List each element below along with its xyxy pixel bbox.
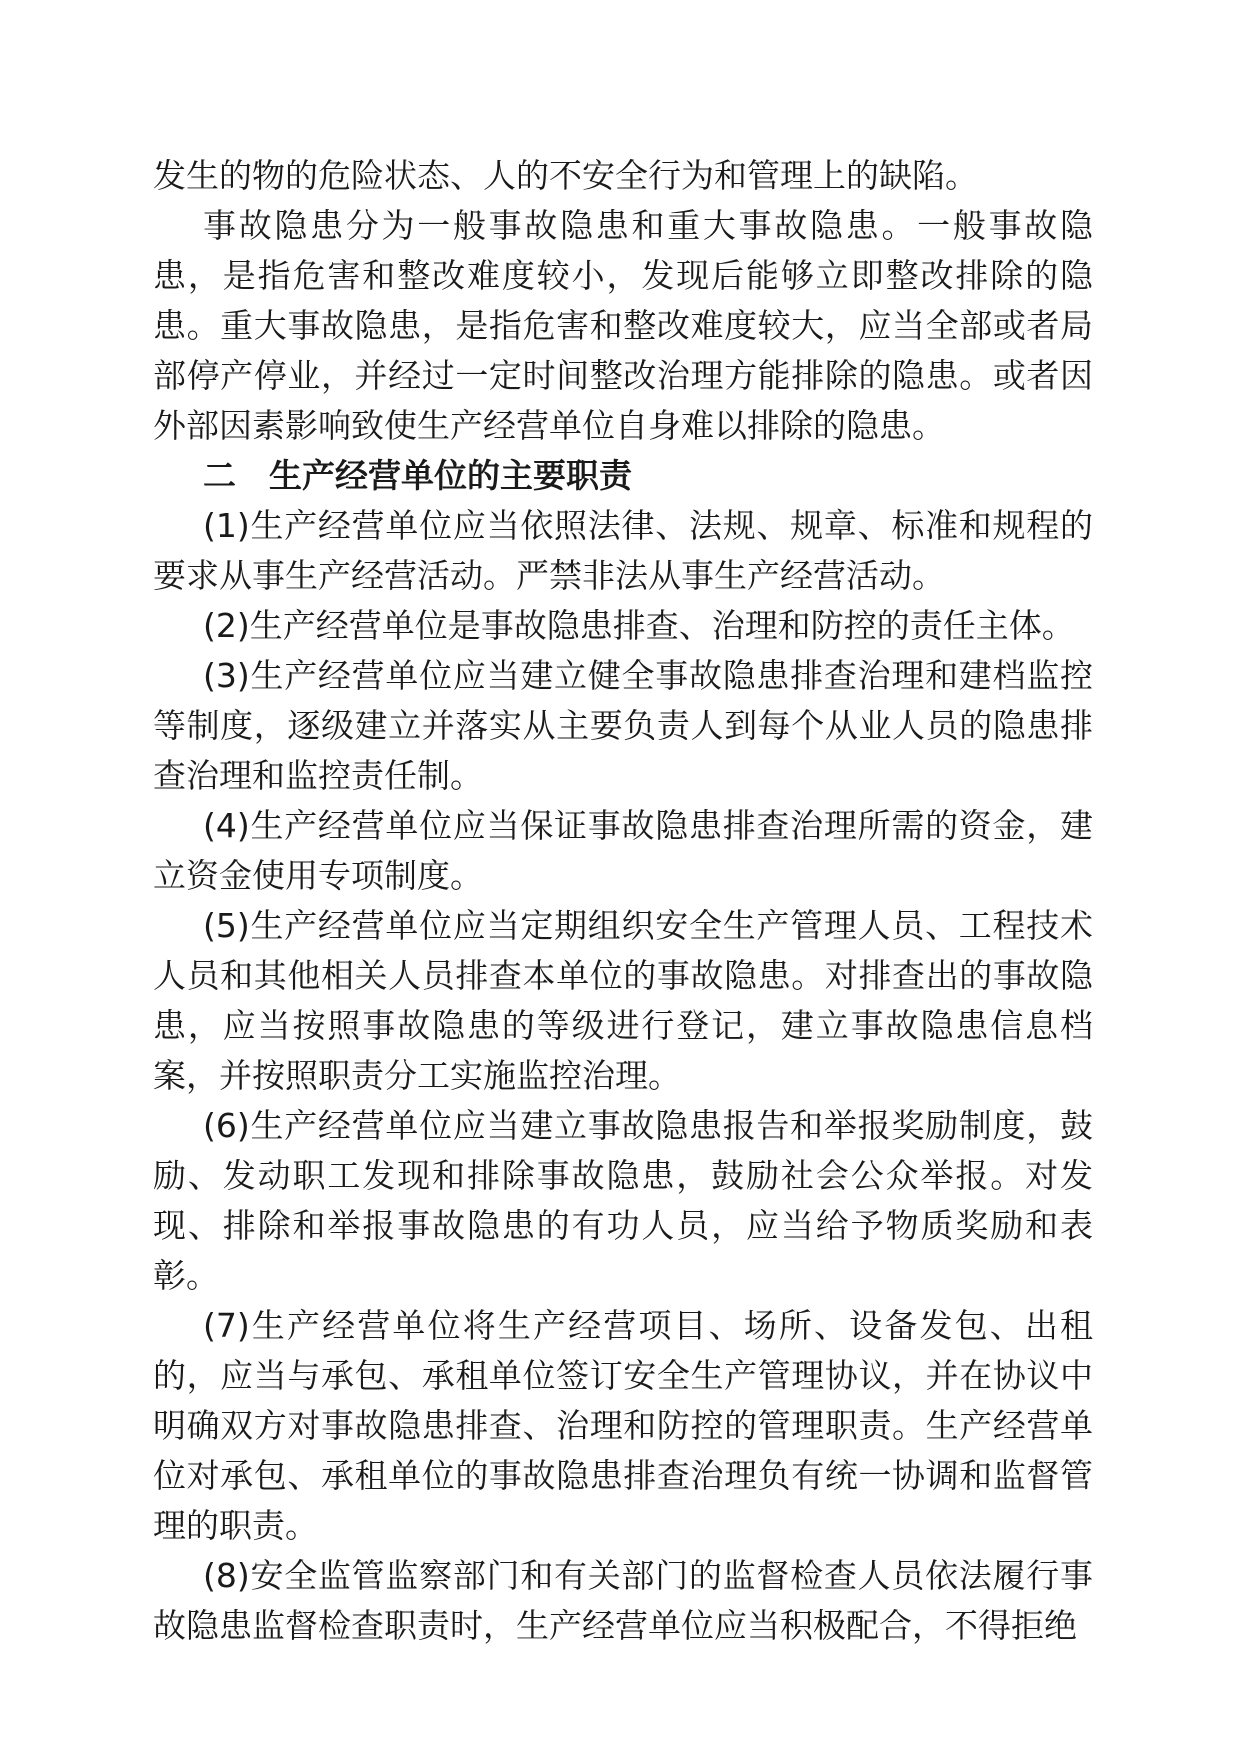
paragraph-continuation: 发生的物的危险状态、人的不安全行为和管理上的缺陷。 xyxy=(153,156,978,195)
paragraph-hazard-classification: 事故隐患分为一般事故隐患和重大事故隐患。一般事故隐患，是指危害和整改难度较小，发现后能够立即整改排除的隐患。重大事故隐患，是指危害和整改难度较大，应当全部或者局部停产停业，并经过一定时间整改治理方能排除的隐患。或者因外部因素影响致使生产经营单位自身难以排除的隐患。 xyxy=(153,206,1093,445)
section-title: 生产经营单位的主要职责 xyxy=(269,456,632,495)
list-item-2: (2)生产经营单位是事故隐患排查、治理和防控的责任主体。 xyxy=(203,606,1075,645)
list-item-5: (5)生产经营单位应当定期组织安全生产管理人员、工程技术人员和其他相关人员排查本单位的事故隐患。对排查出的事故隐患，应当按照事故隐患的等级进行登记，建立事故隐患信息档案，并按照职责分工实施监控治理。 xyxy=(153,906,1093,1095)
section-number: 二 xyxy=(203,456,236,495)
list-item-7: (7)生产经营单位将生产经营项目、场所、设备发包、出租的，应当与承包、承租单位签订安全生产管理协议，并在协议中明确双方对事故隐患排查、治理和防控的管理职责。生产经营单位对承包、承租单位的事故隐患排查治理负有统一协调和监督管理的职责。 xyxy=(153,1306,1093,1545)
list-item-4: (4)生产经营单位应当保证事故隐患排查治理所需的资金，建立资金使用专项制度。 xyxy=(153,806,1093,895)
section-heading xyxy=(153,451,1093,501)
list-item-8: (8)安全监管监察部门和有关部门的监督检查人员依法履行事故隐患监督检查职责时，生产经营单位应当积极配合，不得拒绝 xyxy=(153,1556,1093,1645)
list-item-6: (6)生产经营单位应当建立事故隐患报告和举报奖励制度，鼓励、发动职工发现和排除事故隐患，鼓励社会公众举报。对发现、排除和举报事故隐患的有功人员，应当给予物质奖励和表彰。 xyxy=(153,1106,1093,1295)
document-page xyxy=(153,151,1093,1651)
list-item-3: (3)生产经营单位应当建立健全事故隐患排查治理和建档监控等制度，逐级建立并落实从主要负责人到每个从业人员的隐患排查治理和监控责任制。 xyxy=(153,656,1093,795)
list-item-1: (1)生产经营单位应当依照法律、法规、规章、标准和规程的要求从事生产经营活动。严禁非法从事生产经营活动。 xyxy=(153,506,1093,595)
